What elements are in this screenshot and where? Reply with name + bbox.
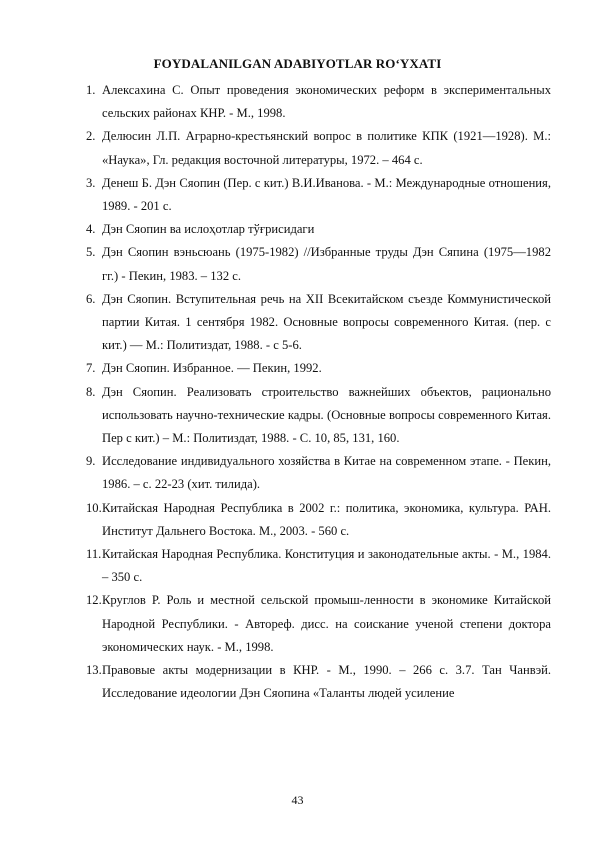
item-text: Делюсин Л.П. Аграрно-крестьянский вопрос в политике КПК (1921—1928). М.: «Наука», Гл. редакция восточной литературы, 1972. – 464 с.	[102, 129, 551, 167]
item-number: 10.	[86, 500, 102, 515]
page-number: 43	[291, 793, 304, 807]
item-number: 3.	[86, 175, 96, 190]
item-number: 12.	[86, 593, 102, 608]
item-number: 13.	[86, 663, 102, 678]
page-title: FOYDALANILGAN ADABIYOTLAR RO‘YXATI	[153, 56, 442, 71]
reference-list	[86, 79, 551, 705]
list-item	[86, 497, 551, 543]
item-number: 1.	[86, 83, 96, 97]
item-number: 7.	[86, 361, 96, 376]
item-text: Правовые акты модернизации в КНР. - М., 1990. – 266 с. 3.7. Тан Чанвэй. Исследование идеологии Дэн Сяопина «Таланты людей усиление	[102, 663, 551, 701]
item-text: Круглов Р. Роль и местной сельской промыш-ленности в экономике Китайской Народной Республики. - Автореф. дисс. на соискание ученой степени доктора экономических наук. - М., 1998.	[102, 593, 551, 654]
item-number: 2.	[86, 129, 96, 144]
item-number: 6.	[86, 291, 96, 306]
item-text: Алексахина С. Опыт проведения экономических реформ в экспериментальных сельских районах КНР. - М., 1998.	[102, 83, 551, 121]
list-item	[86, 381, 551, 451]
item-number: 4.	[86, 222, 96, 237]
item-text: Исследование индивидуального хозяйства в Китае на современном этапе. - Пекин, 1986. – с. 22-23 (хит. тилида).	[102, 454, 551, 492]
item-text: Денеш Б. Дэн Сяопин (Пер. с кит.) В.И.Иванова. - М.: Международные отношения, 1989. - 201 с.	[102, 175, 551, 214]
item-number: 11.	[86, 547, 102, 562]
list-item	[86, 172, 551, 218]
list-item	[86, 125, 551, 171]
list-item	[86, 79, 551, 125]
list-item	[86, 659, 551, 705]
item-text: Дэн Сяопин. Избранное. — Пекин, 1992.	[102, 361, 322, 376]
item-text: Китайская Народная Республика. Конституция и законодательные акты. - М., 1984. – 350 с.	[102, 547, 551, 585]
item-text: Китайская Народная Республика в 2002 г.: политика, экономика, культура. РАН. Институт Дальнего Востока. М., 2003. - 560 с.	[102, 500, 551, 538]
item-number: 9.	[86, 454, 96, 469]
item-text: Дэн Сяопин ва ислоҳотлар тўғрисидаги	[102, 222, 315, 237]
item-text: Дэн Сяопин. Вступительная речь на XII Всекитайском съезде Коммунистической партии Китая. 1 сентября 1982. Основные вопросы современного Китая. (пер. с кит.) — М.: Политиздат, 1988. - с 5-6.	[102, 291, 551, 353]
item-text: Дэн Сяопин вэньсюань (1975-1982) //Избранные труды Дэн Сяпина (1975—1982 гг.) - Пекин, 1983. – 132 с.	[102, 245, 551, 283]
list-item	[86, 589, 551, 659]
item-number: 5.	[86, 245, 96, 260]
list-item	[86, 241, 551, 287]
list-item	[86, 543, 551, 589]
list-item	[86, 218, 551, 241]
list-item	[86, 450, 551, 496]
item-number: 8.	[86, 384, 96, 399]
list-item	[86, 357, 551, 380]
item-text: Дэн Сяопин. Реализовать строительство важнейших объектов, рационально использовать научно-технические кадры. (Основные вопросы современного Китая. Пер с кит.) – М.: Политиздат, 1988. - С. 10, 85, 131, 160.	[102, 384, 551, 446]
list-item	[86, 288, 551, 358]
